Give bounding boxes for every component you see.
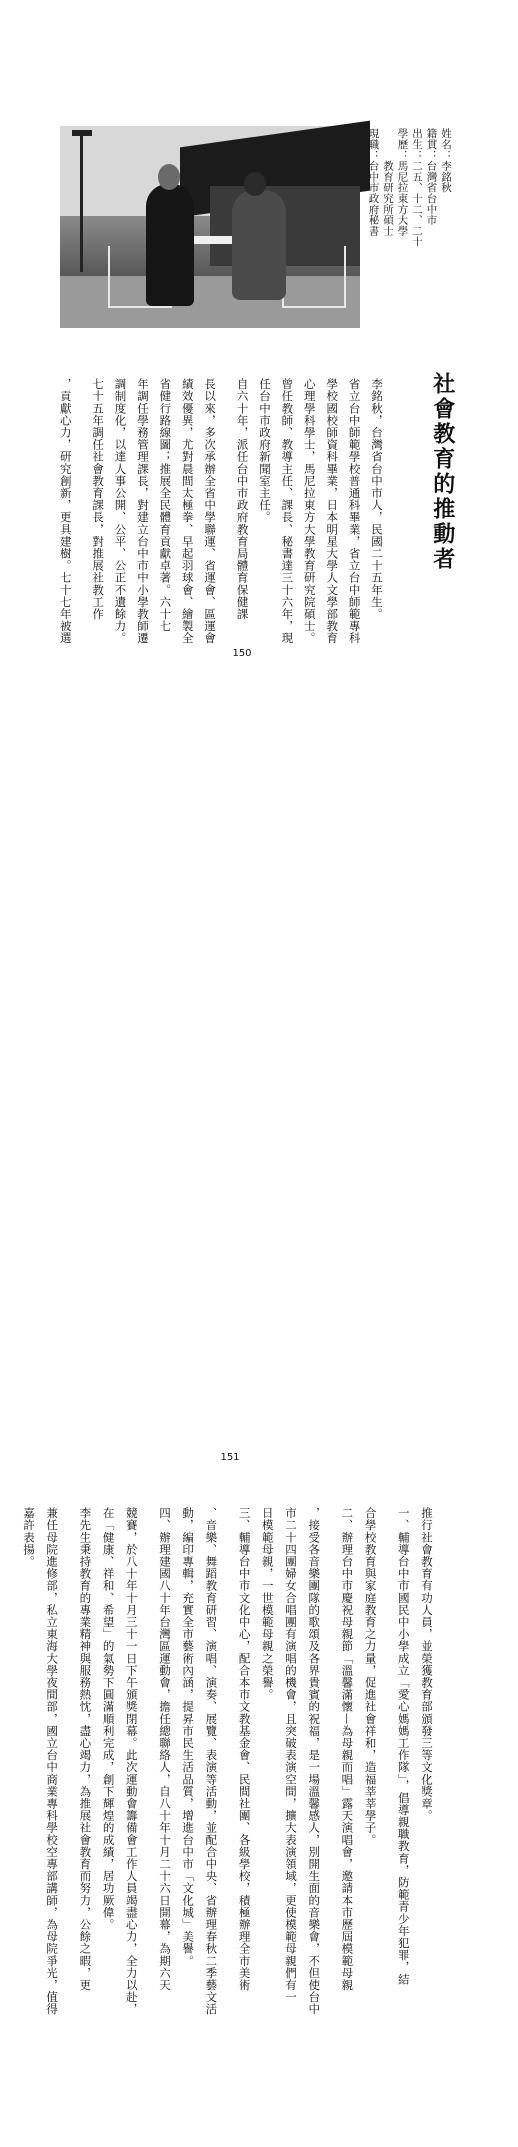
body-line: 日模範母親，一世模範母親之榮譽。 (260, 1507, 275, 1701)
photo-man (146, 184, 194, 306)
body-line: 心理學科學士，馬尼拉東方大學教育研究院碩士。 (302, 378, 317, 645)
body-line: 三、輔導台中市文化中心，配合本市文教基金會、民間社團、各級學校，積極辦理全市美術 (237, 1507, 252, 1991)
article-body-150 (54, 378, 388, 645)
caption-line: 出生：二五、十二、二十 (411, 128, 423, 247)
article-title: 社會教育的推動者 (429, 372, 456, 572)
portrait-photo (60, 126, 360, 328)
body-line: ，接受各音樂團隊的歌頌及各界貴賓的祝福，是一場溫馨感人，別開生面的音樂會，不但使台中 (307, 1507, 322, 2016)
caption-line: 籍貫：台灣省台中市 (425, 128, 438, 226)
body-line: 四、辦理建國八十年台灣區運動會，擔任總聯絡人，自八十年十月二十六日開幕，為期六天 (157, 1507, 172, 1991)
body-line: 自六十年，派任台中市政府教育局體育保健課 (235, 378, 250, 620)
body-line: 競賽，於八十年十月三十一日下午頒獎閉幕。此次運動會籌備會工作人員竭盡心力，全力以赴， (124, 1507, 139, 2016)
body-line: 市二十四團婦女合唱團有演唱的機會，且突破表演空間，擴大表演領域，更使模範母親們有一 (283, 1507, 298, 2004)
body-line: 年調任學務管理課長，對建立台中市中小學教師遷 (135, 378, 150, 645)
body-line: 李先生秉持教育的專業精神與服務熱忱，盡心竭力，為推展社會教育而努力，公餘之暇，更 (78, 1507, 93, 1991)
body-line: 一、輔導台中市國民中小學成立「愛心媽媽工作隊」，倡導親職教育，防範青少年犯罪，結 (396, 1507, 411, 1986)
body-line: 兼任母院進修部，私立東海大學夜間部，國立台中商業專科學校空專部講師，為母院爭光，值得 (45, 1507, 60, 2016)
body-line: 推行社會教育有功人員，並榮獲教育部頒發三等文化獎章。 (420, 1507, 434, 1822)
page-number: 150 (232, 648, 252, 659)
body-line: 省健行路線圖；推展全民體育貢獻卓著。六十七 (158, 378, 173, 633)
body-line: 動，編印專輯，充實全市藝術內涵，提昇市民生活品質，增進台中市「文化城」美譽。 (181, 1507, 196, 1967)
body-line: 在「健康、祥和、希望」的氣勢下圓滿順利完成，創下輝煌的成績，居功厥偉。 (101, 1507, 116, 1931)
photo-lamp-pole (80, 132, 83, 272)
caption-line: 現職：台中市政府秘書 (367, 128, 380, 236)
body-line: 曾任教師、教導主任、課長、秘書達三十六年，現 (280, 378, 295, 645)
body-line: ，貢獻心力，研究創新，更具建樹。七十七年被選 (58, 378, 73, 645)
body-line: 李銘秋，台灣省台中市人，民國二十五年生。 (370, 378, 384, 620)
body-line: 、音樂、舞蹈教育研習、演唱、演奏、展覽、表演等活動，並配合中央、省辦理春秋二季藝文活 (204, 1507, 219, 2016)
body-line: 績效優異，尤對晨間太極拳、早起羽球會、繪製全 (180, 378, 195, 645)
body-line: 二、辦理台中市慶祝母親節「溫馨滿懷—為母親而唱」露天演唱會，邀請本市歷屆模範母親 (340, 1507, 355, 1991)
photo-chair-right (282, 246, 346, 308)
body-line: 七十五年調任社會教育課長，對推展社教工作 (91, 378, 106, 620)
body-line: 學校國校師資科畢業，日本明星大學人文學部教育 (325, 378, 340, 645)
page-151 (0, 737, 518, 2016)
photo-woman (232, 190, 286, 300)
photo-man-head (158, 164, 180, 190)
page-number: 151 (220, 1452, 240, 1463)
body-line: 長以來，多次承辦全省中學聯運、省運會、區運會 (203, 378, 218, 645)
caption-line: 學歷：馬尼拉東方大學 (396, 128, 409, 236)
photo-table (190, 236, 234, 244)
body-line: 省立台中師範學校普通科畢業，省立台中師範專科 (347, 378, 362, 645)
body-line: 合學校教育與家庭教育之力量，促進社會祥和，造福莘莘學子。 (363, 1507, 378, 1846)
photo-woman-head (244, 172, 266, 196)
page-150 (0, 0, 518, 737)
article-body-151 (17, 1507, 438, 2147)
body-line: 嘉許表揚。 (21, 1507, 36, 1568)
caption-line: 姓名：李銘秋 (440, 128, 452, 193)
caption-line: 教育研究所碩士 (382, 128, 394, 236)
profile-caption (366, 128, 453, 338)
body-line: 任台中市政府新聞室主任。 (257, 378, 272, 524)
body-line: 調制度化，以達人事公開、公平、公正不遺餘力。 (113, 378, 128, 645)
